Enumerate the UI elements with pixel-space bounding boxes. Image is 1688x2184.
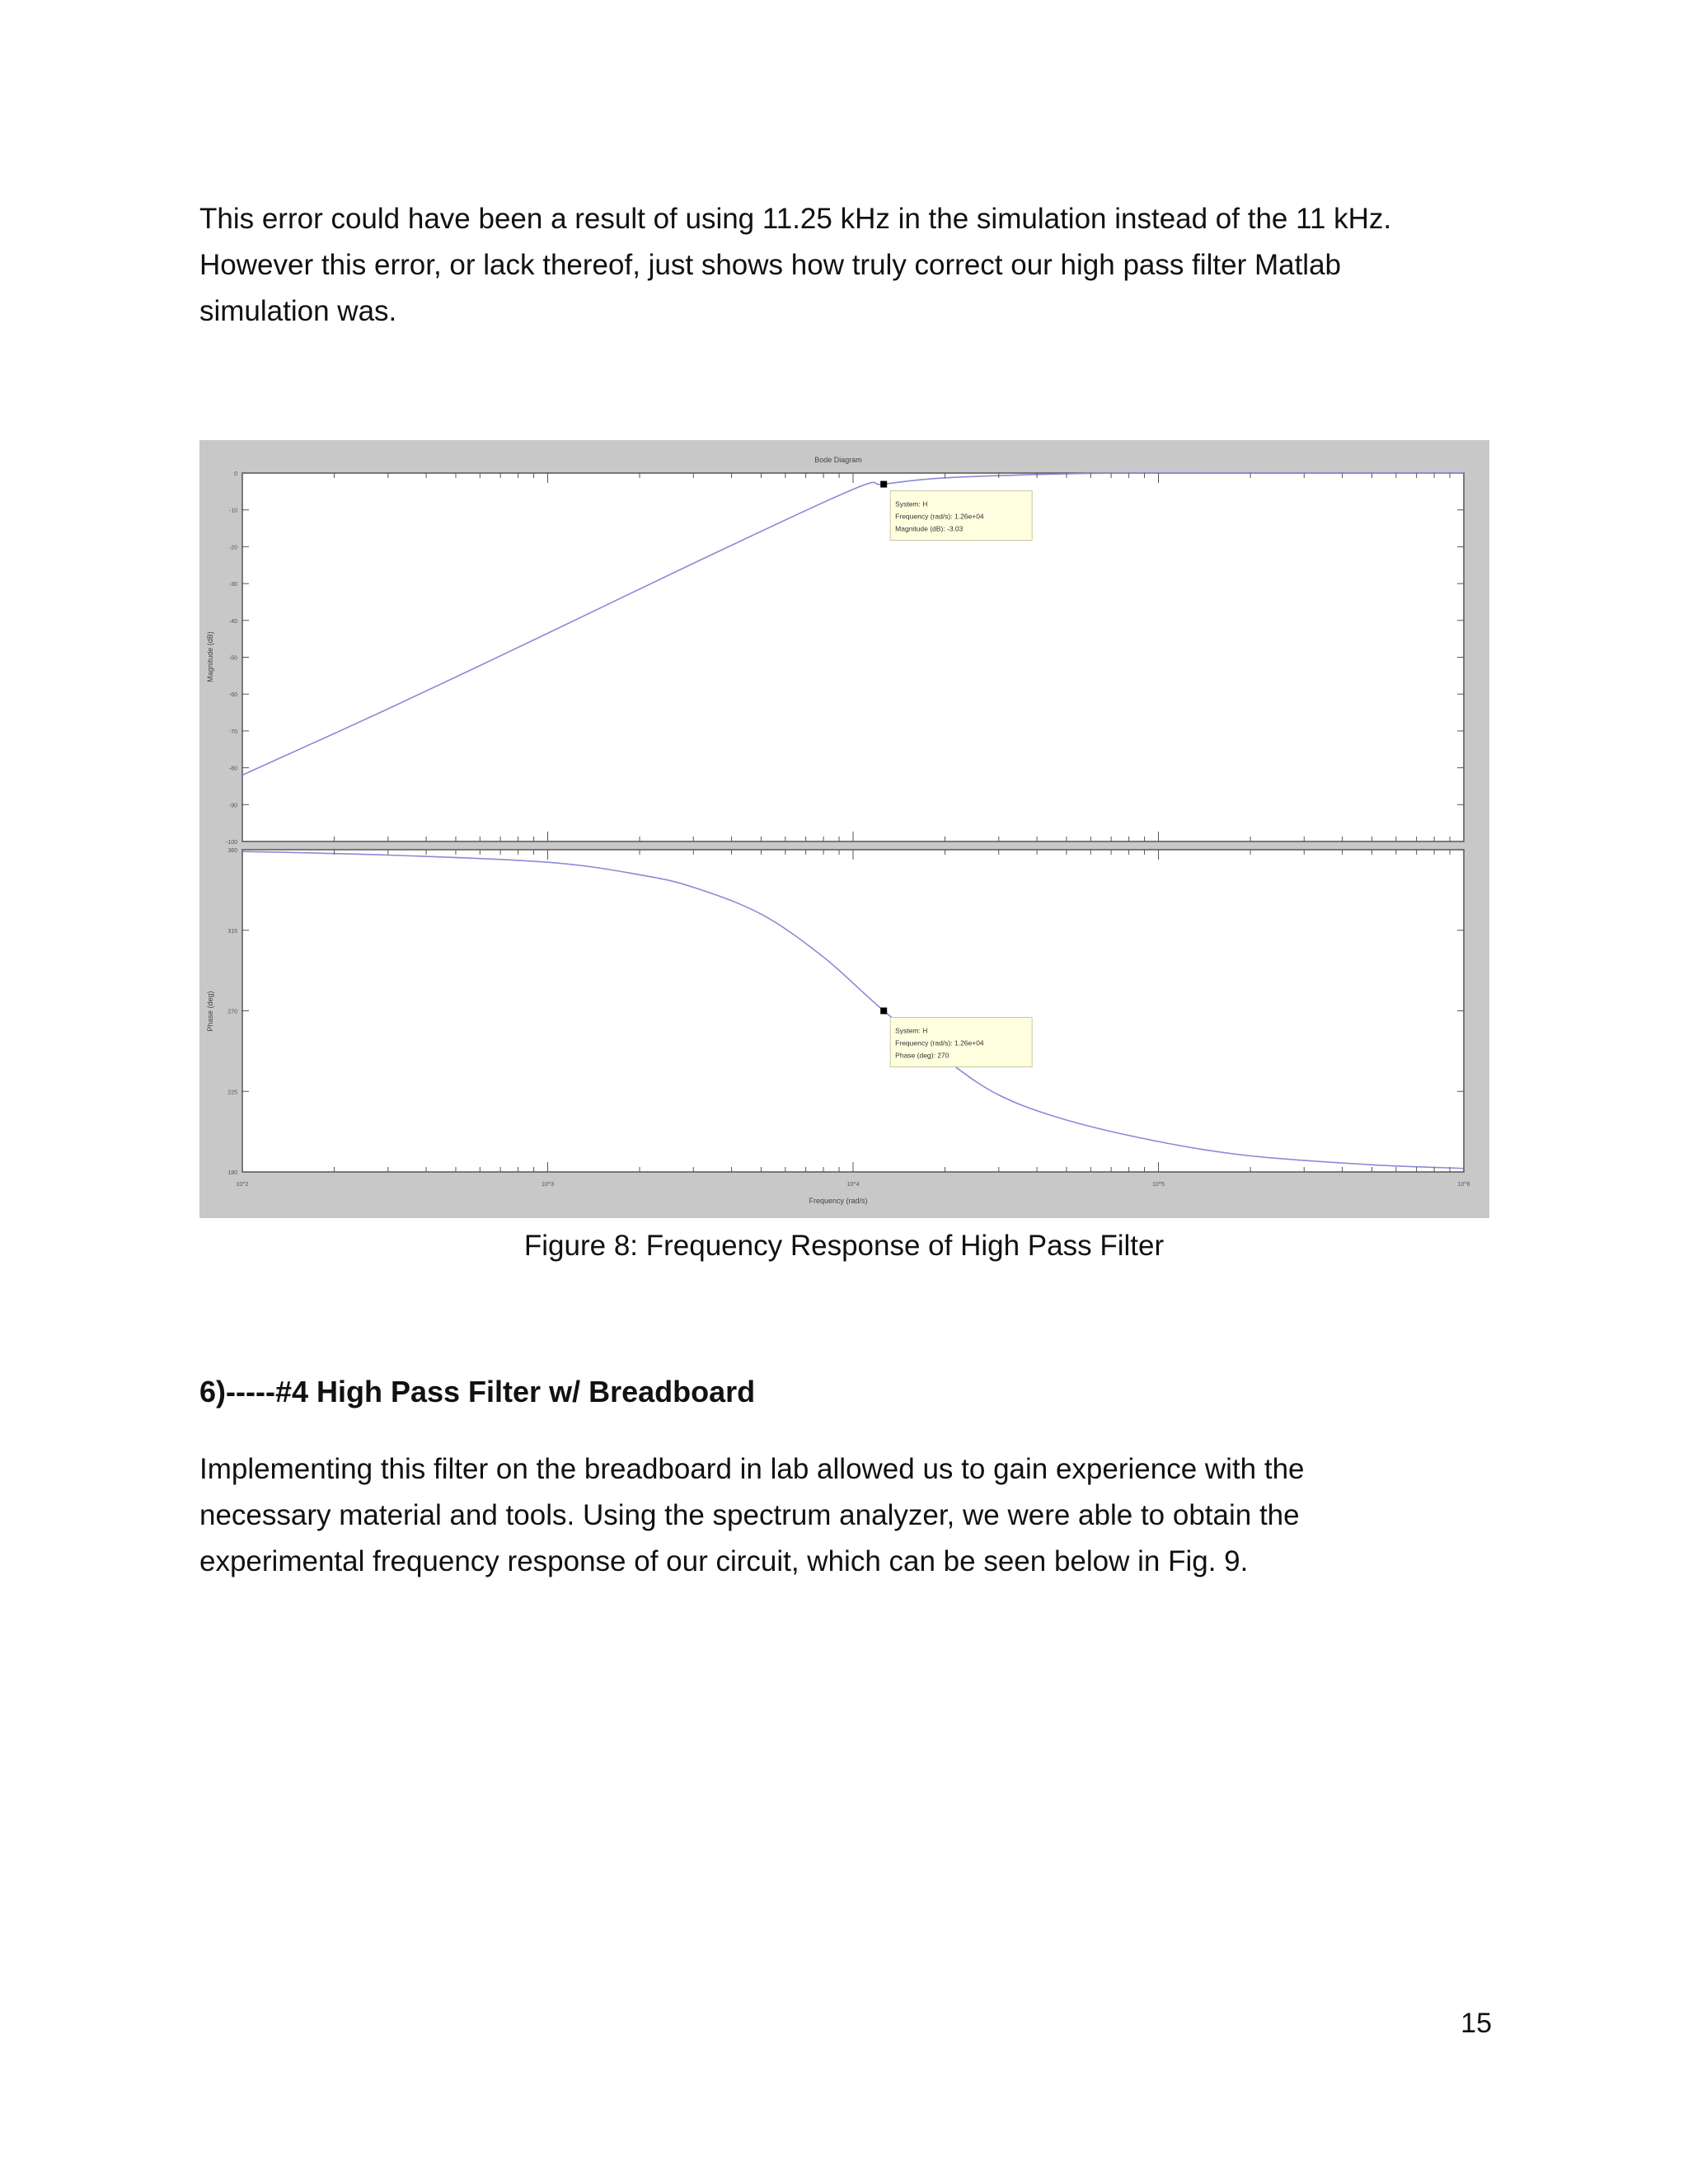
phase-tick-label: 360 xyxy=(227,848,237,854)
figure-caption: Figure 8: Frequency Response of High Pass Filter xyxy=(523,1230,1165,1262)
phase-tick-label: 180 xyxy=(227,1170,237,1176)
paragraph-line: This error could have been a result of using 11.25 kHz in the simulation instead of the 11 kHz. xyxy=(199,203,1392,235)
bode-plot-figure xyxy=(199,440,1489,1218)
phase-tick-label: 225 xyxy=(227,1090,237,1096)
datatip-phase: Phase (deg): 270 xyxy=(895,1051,950,1060)
magnitude-tick-label: -40 xyxy=(228,618,237,625)
frequency-tick-label: 10^2 xyxy=(236,1182,249,1188)
datatip-frequency: Frequency (rad/s): 1.26e+04 xyxy=(895,1038,984,1047)
magnitude-tick-label: -10 xyxy=(228,508,237,514)
frequency-tick-label: 10^3 xyxy=(542,1182,554,1188)
intro-paragraph xyxy=(199,196,1502,335)
paragraph-line: However this error, or lack thereof, just shows how truly correct our high pass filter Matlab xyxy=(199,249,1341,281)
phase-axes xyxy=(242,850,1464,1172)
datatip-magnitude: Magnitude (dB): -3.03 xyxy=(895,524,964,533)
magnitude-tick-label: -80 xyxy=(228,766,237,772)
magnitude-tick-label: -60 xyxy=(228,692,237,699)
frequency-tick-label: 10^5 xyxy=(1152,1182,1165,1188)
magnitude-tick-label: -100 xyxy=(225,840,237,846)
magnitude-tick-label: 0 xyxy=(234,471,237,477)
phase-tick-label: 270 xyxy=(227,1009,237,1015)
frequency-axis-label: Frequency (rad/s) xyxy=(809,1197,868,1205)
paragraph-line: simulation was. xyxy=(199,295,397,327)
magnitude-axes xyxy=(242,473,1464,841)
magnitude-tick-label: -20 xyxy=(228,545,237,551)
datatip-system: System: H xyxy=(895,499,928,509)
frequency-tick-label: 10^4 xyxy=(846,1182,860,1188)
phase-datatip-marker xyxy=(880,1008,887,1015)
magnitude-datatip-marker xyxy=(880,481,887,488)
datatip-frequency: Frequency (rad/s): 1.26e+04 xyxy=(895,512,984,521)
paragraph-line: necessary material and tools. Using the spectrum analyzer, we were able to obtain the xyxy=(199,1499,1300,1531)
paragraph-line: experimental frequency response of our circuit, which can be seen below in Fig. 9. xyxy=(199,1545,1249,1577)
frequency-tick-label: 10^6 xyxy=(1457,1182,1470,1188)
breadboard-paragraph xyxy=(199,1446,1502,1585)
phase-axis-label: Phase (deg) xyxy=(206,991,214,1032)
magnitude-tick-label: -90 xyxy=(228,803,237,809)
page-number: 15 xyxy=(1461,2008,1492,2039)
bode-plot-svg xyxy=(199,440,1489,1218)
phase-tick-label: 315 xyxy=(227,928,237,935)
magnitude-tick-label: -70 xyxy=(228,729,237,735)
magnitude-tick-label: -30 xyxy=(228,582,237,588)
section-heading: 6)-----#4 High Pass Filter w/ Breadboard xyxy=(199,1375,756,1408)
plot-title: Bode Diagram xyxy=(814,456,862,464)
magnitude-datatip xyxy=(890,491,1032,541)
datatip-system: System: H xyxy=(895,1026,928,1035)
magnitude-axis-label: Magnitude (dB) xyxy=(206,631,214,682)
phase-datatip xyxy=(890,1018,1032,1067)
magnitude-tick-label: -50 xyxy=(228,655,237,662)
paragraph-line: Implementing this filter on the breadboard in lab allowed us to gain experience with the xyxy=(199,1453,1305,1485)
